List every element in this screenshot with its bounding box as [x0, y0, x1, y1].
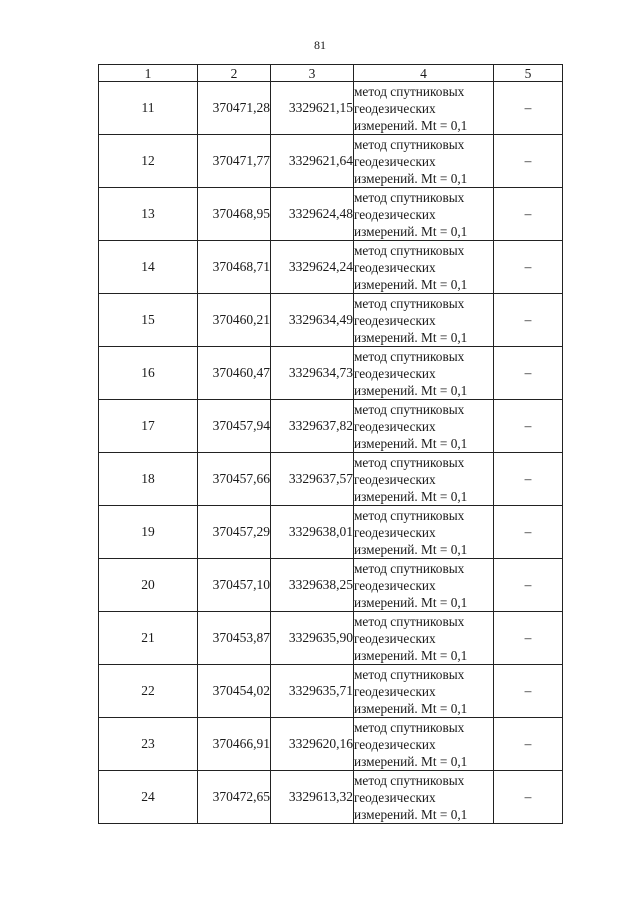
coordinate-y-cell: 3329621,64 — [271, 135, 354, 188]
coordinate-y-cell: 3329624,24 — [271, 241, 354, 294]
method-line: измерений. Mt = 0,1 — [354, 170, 468, 186]
note-cell: – — [494, 188, 563, 241]
point-number-cell: 19 — [99, 506, 198, 559]
table-row — [99, 347, 563, 400]
table-row — [99, 453, 563, 506]
method-line: геодезических — [354, 100, 436, 116]
table-row — [99, 612, 563, 665]
method-line: геодезических — [354, 365, 436, 381]
note-cell: – — [494, 294, 563, 347]
method-cell — [354, 400, 494, 453]
method-line: метод спутниковых — [354, 242, 465, 258]
method-line: измерений. Mt = 0,1 — [354, 753, 468, 769]
note-cell: – — [494, 718, 563, 771]
coordinate-x-cell: 370468,95 — [198, 188, 271, 241]
column-header-3: 3 — [271, 65, 354, 82]
method-line: геодезических — [354, 471, 436, 487]
point-number-cell: 17 — [99, 400, 198, 453]
coordinate-y-cell: 3329634,73 — [271, 347, 354, 400]
method-line: геодезических — [354, 524, 436, 540]
note-cell: – — [494, 612, 563, 665]
method-line: метод спутниковых — [354, 613, 465, 629]
table-row — [99, 294, 563, 347]
method-cell — [354, 241, 494, 294]
header-row — [99, 65, 563, 82]
coordinate-y-cell: 3329637,82 — [271, 400, 354, 453]
point-number-cell: 23 — [99, 718, 198, 771]
point-number-cell: 11 — [99, 82, 198, 135]
point-number-cell: 14 — [99, 241, 198, 294]
coordinate-x-cell: 370471,28 — [198, 82, 271, 135]
coordinate-x-cell: 370466,91 — [198, 718, 271, 771]
coordinates-table — [98, 64, 563, 824]
method-line: метод спутниковых — [354, 666, 465, 682]
table-row — [99, 400, 563, 453]
note-cell: – — [494, 506, 563, 559]
method-line: геодезических — [354, 577, 436, 593]
point-number-cell: 16 — [99, 347, 198, 400]
method-cell — [354, 347, 494, 400]
method-cell — [354, 665, 494, 718]
coordinate-y-cell: 3329620,16 — [271, 718, 354, 771]
coordinate-x-cell: 370454,02 — [198, 665, 271, 718]
coordinate-x-cell: 370468,71 — [198, 241, 271, 294]
method-cell — [354, 82, 494, 135]
coordinate-y-cell: 3329635,71 — [271, 665, 354, 718]
method-line: геодезических — [354, 312, 436, 328]
table-row — [99, 506, 563, 559]
note-cell: – — [494, 559, 563, 612]
coordinate-y-cell: 3329638,25 — [271, 559, 354, 612]
point-number-cell: 20 — [99, 559, 198, 612]
method-line: измерений. Mt = 0,1 — [354, 223, 468, 239]
note-cell: – — [494, 665, 563, 718]
method-line: измерений. Mt = 0,1 — [354, 594, 468, 610]
coordinate-y-cell: 3329613,32 — [271, 771, 354, 824]
method-line: геодезических — [354, 683, 436, 699]
point-number-cell: 12 — [99, 135, 198, 188]
table-row — [99, 82, 563, 135]
table-row — [99, 241, 563, 294]
method-cell — [354, 506, 494, 559]
method-line: метод спутниковых — [354, 189, 465, 205]
note-cell: – — [494, 82, 563, 135]
note-cell: – — [494, 241, 563, 294]
coordinate-x-cell: 370460,21 — [198, 294, 271, 347]
method-line: измерений. Mt = 0,1 — [354, 541, 468, 557]
method-cell — [354, 294, 494, 347]
table-row — [99, 665, 563, 718]
table-row — [99, 188, 563, 241]
coordinate-y-cell: 3329621,15 — [271, 82, 354, 135]
method-line: метод спутниковых — [354, 560, 465, 576]
method-line: геодезических — [354, 153, 436, 169]
table-row — [99, 135, 563, 188]
method-line: измерений. Mt = 0,1 — [354, 329, 468, 345]
method-line: метод спутниковых — [354, 719, 465, 735]
method-line: метод спутниковых — [354, 454, 465, 470]
note-cell: – — [494, 400, 563, 453]
method-line: измерений. Mt = 0,1 — [354, 276, 468, 292]
coordinate-x-cell: 370460,47 — [198, 347, 271, 400]
method-line: геодезических — [354, 789, 436, 805]
note-cell: – — [494, 135, 563, 188]
table-row — [99, 559, 563, 612]
method-line: геодезических — [354, 259, 436, 275]
method-line: измерений. Mt = 0,1 — [354, 435, 468, 451]
point-number-cell: 18 — [99, 453, 198, 506]
method-cell — [354, 612, 494, 665]
method-line: измерений. Mt = 0,1 — [354, 806, 468, 822]
method-cell — [354, 135, 494, 188]
point-number-cell: 15 — [99, 294, 198, 347]
coordinate-x-cell: 370471,77 — [198, 135, 271, 188]
point-number-cell: 22 — [99, 665, 198, 718]
coordinate-x-cell: 370472,65 — [198, 771, 271, 824]
coordinate-y-cell: 3329634,49 — [271, 294, 354, 347]
method-line: измерений. Mt = 0,1 — [354, 700, 468, 716]
method-cell — [354, 718, 494, 771]
table-row — [99, 771, 563, 824]
method-line: метод спутниковых — [354, 507, 465, 523]
method-line: геодезических — [354, 630, 436, 646]
coordinate-y-cell: 3329637,57 — [271, 453, 354, 506]
method-line: геодезических — [354, 418, 436, 434]
method-cell — [354, 453, 494, 506]
note-cell: – — [494, 453, 563, 506]
point-number-cell: 13 — [99, 188, 198, 241]
method-line: метод спутниковых — [354, 772, 465, 788]
coordinate-y-cell: 3329624,48 — [271, 188, 354, 241]
coordinate-x-cell: 370457,29 — [198, 506, 271, 559]
method-line: измерений. Mt = 0,1 — [354, 117, 468, 133]
table-row — [99, 718, 563, 771]
column-header-4: 4 — [354, 65, 494, 82]
method-line: геодезических — [354, 206, 436, 222]
note-cell: – — [494, 347, 563, 400]
coordinate-x-cell: 370457,66 — [198, 453, 271, 506]
note-cell: – — [494, 771, 563, 824]
method-line: измерений. Mt = 0,1 — [354, 647, 468, 663]
coordinate-x-cell: 370453,87 — [198, 612, 271, 665]
column-header-5: 5 — [494, 65, 563, 82]
method-line: метод спутниковых — [354, 348, 465, 364]
coordinate-y-cell: 3329635,90 — [271, 612, 354, 665]
method-line: геодезических — [354, 736, 436, 752]
method-line: метод спутниковых — [354, 136, 465, 152]
coordinate-y-cell: 3329638,01 — [271, 506, 354, 559]
column-header-2: 2 — [198, 65, 271, 82]
page-number: 81 — [314, 38, 326, 52]
method-line: измерений. Mt = 0,1 — [354, 382, 468, 398]
method-cell — [354, 559, 494, 612]
method-line: метод спутниковых — [354, 401, 465, 417]
coordinate-x-cell: 370457,10 — [198, 559, 271, 612]
method-cell — [354, 771, 494, 824]
point-number-cell: 24 — [99, 771, 198, 824]
method-line: измерений. Mt = 0,1 — [354, 488, 468, 504]
method-line: метод спутниковых — [354, 295, 465, 311]
coordinate-x-cell: 370457,94 — [198, 400, 271, 453]
method-line: метод спутниковых — [354, 83, 465, 99]
point-number-cell: 21 — [99, 612, 198, 665]
method-cell — [354, 188, 494, 241]
column-header-1: 1 — [99, 65, 198, 82]
